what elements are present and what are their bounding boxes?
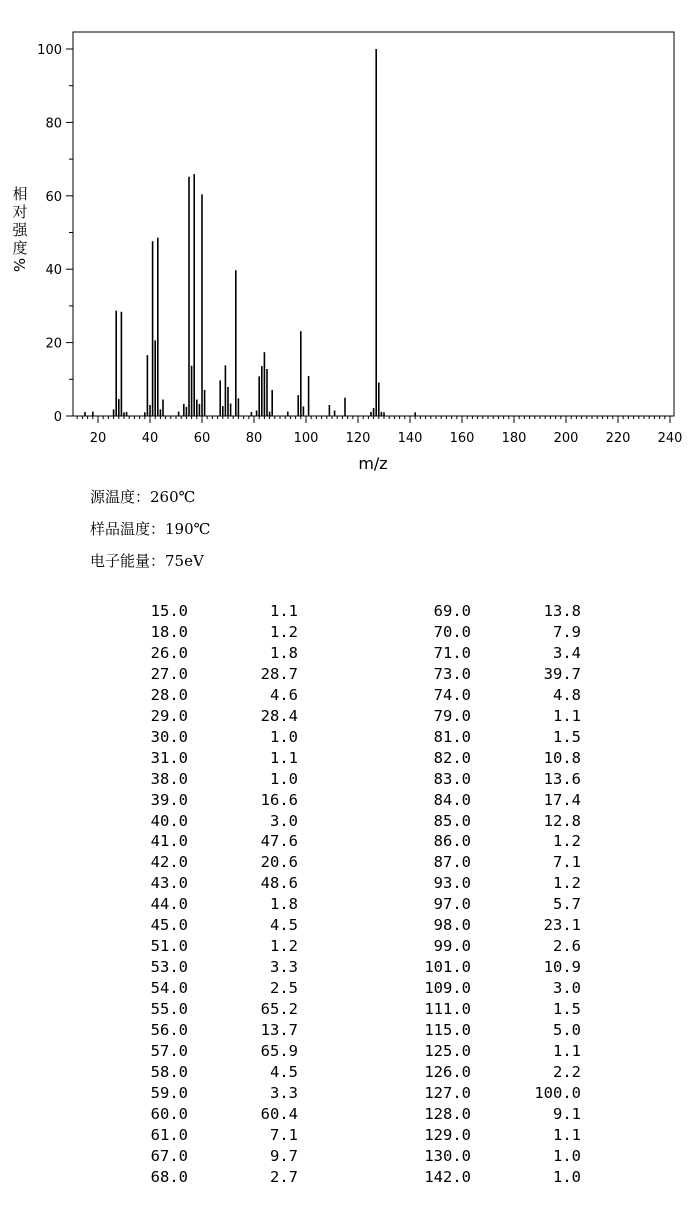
table-row bbox=[110, 1020, 581, 1041]
mz-cell: 27.0 bbox=[150, 664, 188, 683]
intensity-cell: 47.6 bbox=[260, 832, 298, 851]
y-axis-label-unit: % bbox=[11, 257, 29, 273]
table-row bbox=[110, 1083, 581, 1104]
mz-cell: 59.0 bbox=[150, 1083, 188, 1102]
mz-cell: 101.0 bbox=[424, 958, 471, 977]
mz-cell: 55.0 bbox=[150, 1000, 188, 1019]
electron-energy: 电子能量：75eV bbox=[90, 552, 204, 570]
peak-list-body bbox=[110, 601, 581, 1188]
x-tick-label: 80 bbox=[245, 431, 263, 446]
x-tick-label: 200 bbox=[553, 431, 579, 446]
mz-cell: 40.0 bbox=[150, 811, 188, 830]
intensity-cell: 23.1 bbox=[543, 916, 581, 935]
intensity-cell: 9.1 bbox=[553, 1104, 581, 1123]
y-axis-label bbox=[11, 185, 29, 272]
y-axis-label-char: 对 bbox=[12, 203, 28, 221]
intensity-cell: 65.2 bbox=[260, 1000, 298, 1019]
y-tick-label: 20 bbox=[45, 336, 62, 352]
x-axis-label: m/z bbox=[358, 454, 388, 473]
table-row bbox=[110, 915, 581, 936]
mz-cell: 82.0 bbox=[433, 748, 471, 767]
intensity-cell: 3.0 bbox=[553, 979, 581, 998]
mz-cell: 127.0 bbox=[424, 1083, 471, 1102]
mz-cell: 67.0 bbox=[150, 1146, 188, 1165]
mz-cell: 18.0 bbox=[150, 622, 188, 641]
peak-list-table bbox=[110, 601, 581, 1188]
table-row bbox=[110, 622, 581, 643]
intensity-cell: 1.5 bbox=[553, 727, 581, 746]
mz-cell: 87.0 bbox=[433, 853, 471, 872]
table-row bbox=[110, 727, 581, 748]
intensity-cell: 60.4 bbox=[260, 1104, 298, 1123]
intensity-cell: 13.7 bbox=[260, 1021, 298, 1040]
intensity-cell: 4.5 bbox=[270, 1062, 298, 1081]
mz-cell: 97.0 bbox=[433, 895, 471, 914]
x-tick-label: 100 bbox=[293, 431, 319, 446]
intensity-cell: 1.1 bbox=[270, 748, 298, 767]
x-tick-label: 240 bbox=[657, 431, 683, 446]
x-tick-label: 60 bbox=[193, 431, 211, 446]
intensity-cell: 2.7 bbox=[270, 1167, 298, 1186]
y-axis-label-char: 强 bbox=[12, 221, 28, 239]
intensity-cell: 1.1 bbox=[553, 1125, 581, 1144]
intensity-cell: 5.7 bbox=[553, 895, 581, 914]
mz-cell: 42.0 bbox=[150, 853, 188, 872]
intensity-cell: 7.9 bbox=[553, 622, 581, 641]
table-row bbox=[110, 1062, 581, 1083]
mz-cell: 115.0 bbox=[424, 1021, 471, 1040]
intensity-cell: 2.5 bbox=[270, 979, 298, 998]
experiment-conditions bbox=[90, 484, 210, 580]
y-tick-label: 80 bbox=[45, 116, 62, 132]
y-axis-label-char: 相 bbox=[12, 185, 28, 203]
intensity-cell: 13.6 bbox=[543, 769, 581, 788]
intensity-cell: 1.0 bbox=[553, 1167, 581, 1186]
table-row bbox=[110, 748, 581, 769]
mz-cell: 53.0 bbox=[150, 958, 188, 977]
mz-cell: 85.0 bbox=[433, 811, 471, 830]
mz-cell: 99.0 bbox=[433, 937, 471, 956]
x-tick-label: 180 bbox=[501, 431, 527, 446]
intensity-cell: 1.0 bbox=[553, 1146, 581, 1165]
intensity-cell: 1.1 bbox=[553, 706, 581, 725]
intensity-cell: 12.8 bbox=[543, 811, 581, 830]
y-tick-label: 40 bbox=[45, 263, 62, 279]
mz-cell: 28.0 bbox=[150, 685, 188, 704]
y-tick-label: 0 bbox=[53, 410, 62, 425]
intensity-cell: 28.7 bbox=[260, 664, 298, 683]
mz-cell: 109.0 bbox=[424, 979, 471, 998]
mz-cell: 98.0 bbox=[433, 916, 471, 935]
mz-cell: 86.0 bbox=[433, 832, 471, 851]
intensity-cell: 1.0 bbox=[270, 769, 298, 788]
intensity-cell: 1.2 bbox=[553, 874, 581, 893]
table-row bbox=[110, 999, 581, 1020]
mz-cell: 41.0 bbox=[150, 832, 188, 851]
y-axis-label-char: 度 bbox=[12, 239, 28, 257]
intensity-cell: 5.0 bbox=[553, 1021, 581, 1040]
mz-cell: 45.0 bbox=[150, 916, 188, 935]
intensity-cell: 4.8 bbox=[553, 685, 581, 704]
plot-frame bbox=[73, 32, 674, 416]
mz-cell: 74.0 bbox=[433, 685, 471, 704]
table-row bbox=[110, 1146, 581, 1167]
table-row bbox=[110, 643, 581, 664]
mz-cell: 73.0 bbox=[433, 664, 471, 683]
mz-cell: 79.0 bbox=[433, 706, 471, 725]
mz-cell: 31.0 bbox=[150, 748, 188, 767]
table-row bbox=[110, 1041, 581, 1062]
mz-cell: 56.0 bbox=[150, 1021, 188, 1040]
mz-cell: 93.0 bbox=[433, 874, 471, 893]
mz-cell: 54.0 bbox=[150, 979, 188, 998]
mz-cell: 126.0 bbox=[424, 1062, 471, 1081]
intensity-cell: 4.5 bbox=[270, 916, 298, 935]
intensity-cell: 1.1 bbox=[270, 602, 298, 620]
mz-cell: 69.0 bbox=[433, 602, 471, 620]
table-row bbox=[110, 852, 581, 873]
table-row bbox=[110, 601, 581, 622]
intensity-cell: 1.8 bbox=[270, 643, 298, 662]
table-row bbox=[110, 831, 581, 852]
x-tick-label: 140 bbox=[397, 431, 423, 446]
table-row bbox=[110, 790, 581, 811]
intensity-cell: 3.4 bbox=[553, 643, 581, 662]
intensity-cell: 1.8 bbox=[270, 895, 298, 914]
mz-cell: 29.0 bbox=[150, 706, 188, 725]
mz-cell: 61.0 bbox=[150, 1125, 188, 1144]
table-row bbox=[110, 936, 581, 957]
spectrum-peaks bbox=[85, 49, 415, 416]
mz-cell: 60.0 bbox=[150, 1104, 188, 1123]
mass-spectrum-chart bbox=[0, 0, 696, 480]
sample-temperature: 样品温度：190℃ bbox=[90, 520, 211, 538]
mz-cell: 111.0 bbox=[424, 1000, 471, 1019]
mz-cell: 68.0 bbox=[150, 1167, 188, 1186]
intensity-cell: 7.1 bbox=[270, 1125, 298, 1144]
intensity-cell: 100.0 bbox=[534, 1083, 581, 1102]
mz-cell: 58.0 bbox=[150, 1062, 188, 1081]
table-row bbox=[110, 685, 581, 706]
source-temperature: 源温度：260℃ bbox=[90, 488, 196, 506]
intensity-cell: 3.3 bbox=[270, 1083, 298, 1102]
intensity-cell: 1.2 bbox=[553, 832, 581, 851]
table-row bbox=[110, 1167, 581, 1188]
mz-cell: 125.0 bbox=[424, 1042, 471, 1061]
intensity-cell: 7.1 bbox=[553, 853, 581, 872]
mz-cell: 15.0 bbox=[150, 602, 188, 620]
intensity-cell: 4.6 bbox=[270, 685, 298, 704]
intensity-cell: 9.7 bbox=[270, 1146, 298, 1165]
intensity-cell: 1.0 bbox=[270, 727, 298, 746]
table-row bbox=[110, 664, 581, 685]
table-row bbox=[110, 1125, 581, 1146]
intensity-cell: 3.3 bbox=[270, 958, 298, 977]
mz-cell: 30.0 bbox=[150, 727, 188, 746]
intensity-cell: 28.4 bbox=[260, 706, 298, 725]
table-row bbox=[110, 957, 581, 978]
mz-cell: 84.0 bbox=[433, 790, 471, 809]
table-row bbox=[110, 873, 581, 894]
mz-cell: 128.0 bbox=[424, 1104, 471, 1123]
x-tick-label: 120 bbox=[345, 431, 371, 446]
table-row bbox=[110, 706, 581, 727]
mz-cell: 83.0 bbox=[433, 769, 471, 788]
mz-cell: 71.0 bbox=[433, 643, 471, 662]
intensity-cell: 10.9 bbox=[543, 958, 581, 977]
intensity-cell: 48.6 bbox=[260, 874, 298, 893]
mz-cell: 51.0 bbox=[150, 937, 188, 956]
intensity-cell: 2.2 bbox=[553, 1062, 581, 1081]
x-tick-label: 220 bbox=[605, 431, 631, 446]
table-row bbox=[110, 978, 581, 999]
intensity-cell: 1.5 bbox=[553, 1000, 581, 1019]
x-tick-label: 20 bbox=[89, 431, 107, 446]
y-tick-label: 100 bbox=[37, 43, 62, 58]
intensity-cell: 10.8 bbox=[543, 748, 581, 767]
table-row bbox=[110, 1104, 581, 1125]
mz-cell: 38.0 bbox=[150, 769, 188, 788]
intensity-cell: 2.6 bbox=[553, 937, 581, 956]
x-tick-label: 160 bbox=[449, 431, 475, 446]
intensity-cell: 17.4 bbox=[543, 790, 581, 809]
y-axis-ticks bbox=[37, 43, 73, 425]
intensity-cell: 16.6 bbox=[260, 790, 298, 809]
table-row bbox=[110, 769, 581, 790]
mz-cell: 26.0 bbox=[150, 643, 188, 662]
mz-cell: 130.0 bbox=[424, 1146, 471, 1165]
mz-cell: 129.0 bbox=[424, 1125, 471, 1144]
intensity-cell: 20.6 bbox=[260, 853, 298, 872]
x-axis-ticks bbox=[90, 416, 683, 446]
mz-cell: 81.0 bbox=[433, 727, 471, 746]
intensity-cell: 13.8 bbox=[543, 602, 581, 620]
mz-cell: 142.0 bbox=[424, 1167, 471, 1186]
intensity-cell: 1.1 bbox=[553, 1042, 581, 1061]
mz-cell: 70.0 bbox=[433, 622, 471, 641]
table-row bbox=[110, 894, 581, 915]
intensity-cell: 3.0 bbox=[270, 811, 298, 830]
intensity-cell: 65.9 bbox=[260, 1042, 298, 1061]
table-row bbox=[110, 811, 581, 832]
mz-cell: 43.0 bbox=[150, 874, 188, 893]
mz-cell: 44.0 bbox=[150, 895, 188, 914]
intensity-cell: 1.2 bbox=[270, 937, 298, 956]
intensity-cell: 1.2 bbox=[270, 622, 298, 641]
x-tick-label: 40 bbox=[141, 431, 159, 446]
y-tick-label: 60 bbox=[45, 189, 62, 205]
mz-cell: 57.0 bbox=[150, 1042, 188, 1061]
intensity-cell: 39.7 bbox=[543, 664, 581, 683]
mz-cell: 39.0 bbox=[150, 790, 188, 809]
